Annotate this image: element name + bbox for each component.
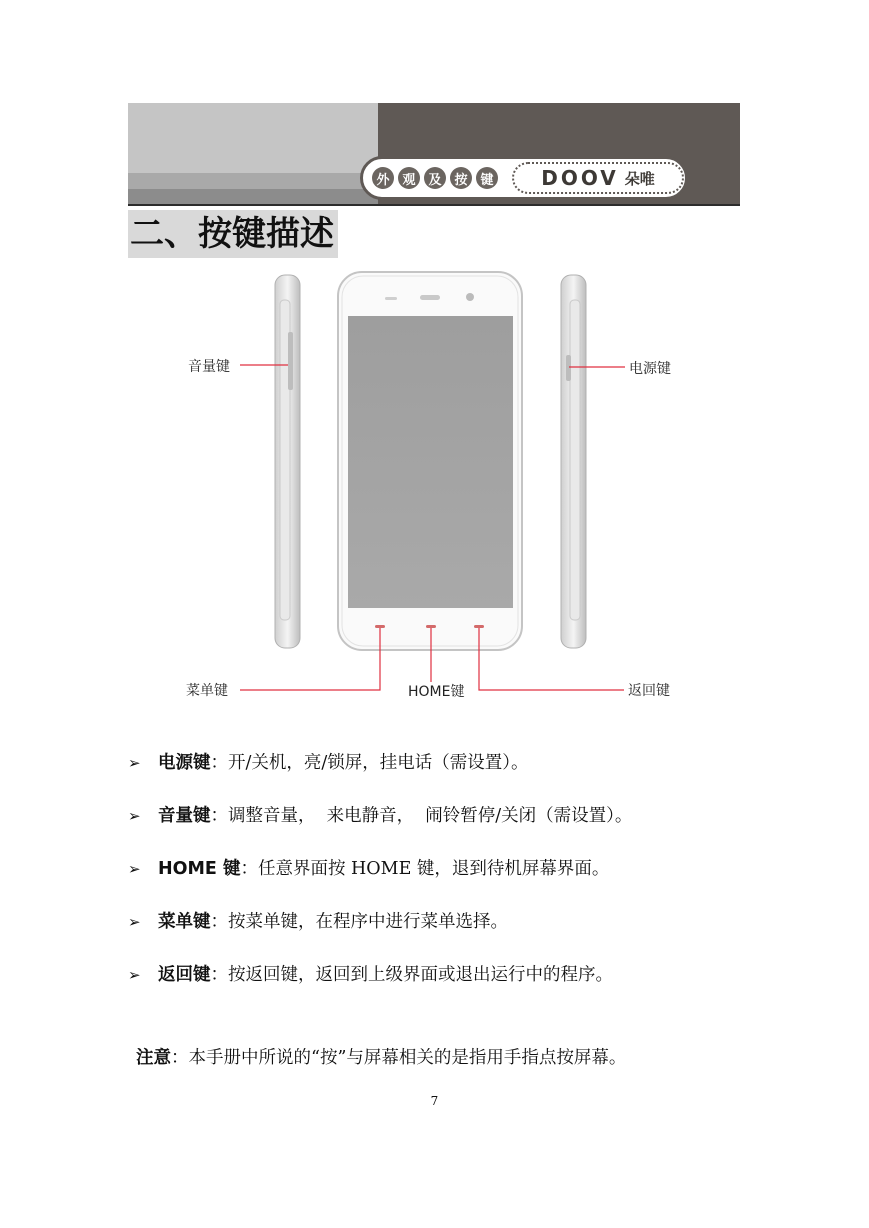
back-key-callout: 返回键 [628, 683, 670, 699]
brand-logo-text: DOOV [541, 166, 619, 190]
power-button [566, 355, 571, 381]
note-text: ：本手册中所说的“按”与屏幕相关的是指用手指点按屏幕。 [171, 1048, 627, 1068]
home-key [426, 625, 436, 628]
chapter-chip: 及 [424, 167, 446, 189]
phone-screen [348, 316, 513, 608]
list-item [128, 803, 768, 829]
front-camera [466, 293, 474, 301]
home-key-callout: HOME键 [408, 684, 465, 700]
list-item-text: ：按返回键，返回到上级界面或退出运行中的程序。 [210, 965, 613, 985]
brand-logo-cn: 朵唯 [624, 169, 655, 188]
list-item-term: 音量键 [158, 806, 211, 826]
bullet-arrow-icon: ➢ [128, 860, 141, 878]
list-item-text: ：任意界面按 HOME 键，退到待机屏幕界面。 [240, 859, 610, 879]
bullet-arrow-icon: ➢ [128, 807, 141, 825]
chapter-chip: 键 [476, 167, 498, 189]
menu-key [375, 625, 385, 628]
section-title: 二、按键描述 [128, 210, 338, 258]
phone-right-side-view [561, 275, 586, 648]
list-item [128, 962, 768, 988]
bullet-arrow-icon: ➢ [128, 913, 141, 931]
list-item-text: ：按菜单键，在程序中进行菜单选择。 [210, 912, 508, 932]
list-item-term: 菜单键 [158, 912, 211, 932]
chapter-chip: 按 [450, 167, 472, 189]
power-key-callout: 电源键 [629, 361, 671, 377]
bullet-arrow-icon: ➢ [128, 966, 141, 984]
chapter-chip: 外 [372, 167, 394, 189]
phone-front-view [338, 272, 522, 650]
list-item-text: ：调整音量， 来电静音， 闹铃暂停/关闭（需设置）。 [210, 806, 633, 826]
list-item [128, 909, 768, 935]
chapter-chip: 观 [398, 167, 420, 189]
list-item-term: 电源键 [158, 753, 211, 773]
back-key [474, 625, 484, 628]
list-item [128, 856, 768, 882]
menu-key-callout: 菜单键 [186, 683, 228, 699]
page-number: 7 [430, 1094, 439, 1108]
key-description-list [128, 750, 768, 1015]
bullet-arrow-icon: ➢ [128, 754, 141, 772]
earpiece [420, 295, 440, 300]
volume-button [288, 332, 293, 390]
volume-key-callout: 音量键 [188, 359, 230, 375]
note-term: 注意 [136, 1048, 171, 1068]
list-item-text: ：开/关机，亮/锁屏，挂电话（需设置）。 [210, 753, 529, 773]
list-item-term: HOME 键 [158, 859, 241, 879]
usage-note [136, 1044, 626, 1069]
sensor-slot [385, 297, 397, 300]
list-item-term: 返回键 [158, 965, 211, 985]
phone-left-side-view [275, 275, 300, 648]
list-item [128, 750, 768, 776]
